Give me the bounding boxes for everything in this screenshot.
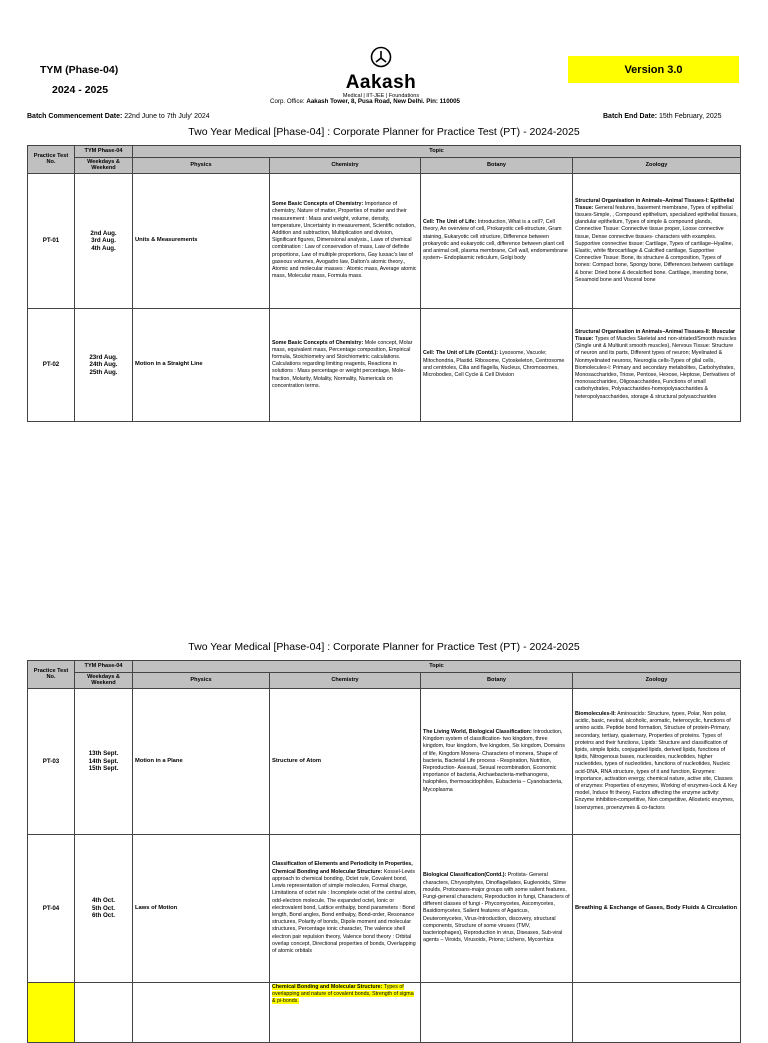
header-zoology: Zoology (573, 158, 741, 174)
pt-number: PT-04 (28, 834, 75, 982)
pt-number (28, 982, 75, 1042)
chemistry-topic: Structure of Atom (270, 688, 421, 834)
header-chemistry: Chemistry (270, 673, 421, 689)
header-pt-no: Practice Test No. (28, 146, 75, 174)
planner-table-1 (27, 145, 741, 422)
zoology-topic: Structural Organisation in Animals–Animal Tissues-I: Epithelial Tissue: General features, basement membrane, Types of epithelial tissues-Simple, , Compound epithelium, specialized epithelial tissues, glandular epithelium, Types of simple & compound glands, Connective Tissue: Connective tissue proper, Loose connective tissue, Dense connective tissues- characters with examples. Supportive connective tissue: Cartilage, Types of cartilage–Hyaline, Elastic, white fibrocartilage & Calcified cartilage, Supportive Connective Tissue: Bone, its structure & composition, Types of bones: Compact bone, Spongy bone, Differences between cartilage & bone: Dried bone & decalcified bone. Cartilage, investing bone, Sesamoid bone and Visceral bone (573, 173, 741, 308)
table-row (28, 308, 741, 421)
chemistry-topic: Some Basic Concepts of Chemistry: Importance of chemistry, Nature of matter, Properties of matter and their measurement : Mass and weight, volume, density, temperature, Uncertainty in measurement, Scientific notation, Addition and subtraction, Multiplication and division, Significant figures, Dimensional analysis., Laws of chemical combination : Law of conservation of mass, Law of definite proportions, Law of multiple proportions, Gay lussac's law of gaseous volumes, Avogadro law, Dalton's atomic theory., Atomic and molecular masses : Atomic mass, Average atomic mass, Molecular mass, Formula mass. (270, 173, 421, 308)
botany-topic: Cell: The Unit of Life (Contd.): Lysosome, Vacuole; Mitochondria, Plastid. Ribosome, Cytoskeleton, Centrosome and centrioles, Cilia and flagella, Nucleus, Chromosomes, Microbodies, Cell Cycle & Cell Division (421, 308, 573, 421)
test-dates: 2nd Aug. 3rd Aug. 4th Aug. (75, 173, 133, 308)
session-year: 2024 - 2025 (52, 84, 109, 96)
planner-title-2: Two Year Medical [Phase-04] : Corporate Planner for Practice Test (PT) - 2024-2025 (188, 641, 580, 653)
program-name: TYM (Phase-04) (40, 64, 119, 76)
batch-end (603, 113, 722, 120)
header-tym: TYM Phase-04 (75, 146, 133, 158)
table-row (28, 688, 741, 834)
version-badge: Version 3.0 (568, 56, 739, 83)
botany-topic: The Living World, Biological Classification: Introduction, Kingdom system of classification- two kingdom, three kingdom, four kingdom, five kingdom, Six kingdom, Domains of life, Kingdom Monera- Characters of monera, Shape of bacteria, Bacterial Life process - Respiration, Nutrition, Reproduction- Asexual, Sexual recombination, Economic importance of bacteria, Archaebacteria-methanogens, halophiles, thermoacidophiles, Eubacteria – Cyanobacteria, Mycoplasma (421, 688, 573, 834)
chemistry-topic: Chemical Bonding and Molecular Structure: Types of overlapping and nature of covalent bonds, Strength of sigma & pi-bonds. (270, 982, 421, 1042)
table-row (28, 982, 741, 1042)
header-days: Weekdays & Weekend (75, 158, 133, 174)
physics-topic: Laws of Motion (133, 834, 270, 982)
pt-number: PT-03 (28, 688, 75, 834)
header-botany: Botany (421, 158, 573, 174)
header-physics: Physics (133, 158, 270, 174)
physics-topic (133, 982, 270, 1042)
physics-topic: Units & Measurements (133, 173, 270, 308)
test-dates: 4th Oct. 5th Oct. 6th Oct. (75, 834, 133, 982)
header-physics: Physics (133, 673, 270, 689)
header-days: Weekdays & Weekend (75, 673, 133, 689)
zoology-topic: Biomolecules-II: Aminoacids: Structure, types, Polar, Non polar, acidic, basic, neutral, alcoholic, aromatic, heterocyclic, functions of amino acids. Peptide bond formation, Structure of protein-Primary, secondary, tertiary, quaternary, Properties of proteins. Types of proteins and their functions, Lipids: Structure and classification of lipids, simple lipids, conjugated lipids, derived lipids, functions of lipids, Nitrogenous bases, nucleosides, nucleotides, higher nucleotides, types of nucleotides, functions of nucleotides, Nucleic acid-DNA, RNA structure, types of it and function, Enzymes: Importance, activation energy, chemical nature, active site, Classes of enzymes: Properties of enzymes, Working of enzymes-Lock & Key model, Induce fit theory, Factors affecting the enzyme activity: Enzyme inhibition-competitive, Non competitive, Allosteric enzymes, Isoenzymes, proenzymes & co-factors (573, 688, 741, 834)
batch-end-label: Batch End Date: (603, 113, 658, 120)
planner-table-2 (27, 660, 741, 1043)
zoology-topic: Breathing & Exchange of Gases, Body Fluids & Circulation (573, 834, 741, 982)
test-dates (75, 982, 133, 1042)
botany-topic: Cell: The Unit of Life: Introduction, What is a cell?, Cell theory, An overview of cell, Prokaryotic cell-structure, Gram staining, Eukaryotic cell structure, Difference between prokaryotic and eukaryotic cell, difference between plant cell and animal cell, plasma membrane, Cell wall, endomembrane system– Endoplasmic reticulum, Golgi body (421, 173, 573, 308)
header-topic: Topic (133, 146, 741, 158)
logo-tagline: Medical | IIT-JEE | Foundations (342, 93, 420, 99)
aakash-logo (326, 46, 436, 99)
zoology-topic: Structural Organisation in Animals–Animal Tissues-II: Muscular Tissue: Types of Muscles Skeletal and non-striated/Smooth muscles (Single unit & Multiunit smooth muscles), Nervous Tissue: Structure of neuron and its parts, Different types of neuron; Myelinated & Nonmyelinated neurons, Neuroglia cells-Types of glial cells, Biomolecules-I: Primary and secondary metabolites, Carbohydrates, Monosaccharides, Triose, Pentose, Hexose, Heptose, Derivatives of monosaccharides, Oligosaccharides, Functions of small carbohydrates, Polysaccharides-homopolysaccharides & heteropolysaccharides, storage & structural polysaccharides (573, 308, 741, 421)
physics-topic: Motion in a Plane (133, 688, 270, 834)
zoology-topic (573, 982, 741, 1042)
header-zoology: Zoology (573, 673, 741, 689)
botany-topic (421, 982, 573, 1042)
batch-end-date: 15th February, 2025 (659, 113, 722, 120)
corp-office (270, 98, 460, 105)
botany-topic: Biological Classification(Contd.): Protista- General characters, Chrysophytes, Dinoflagellates, Euglenoids, Slime moulds, Protozoans-major groups with some salient features, Fungi-general characters, Reproduction in fungi, Characters of different classes of fungi - Phycomycetes, Ascomycetes, Basidiomycetes, Salient features of Agaricus, Deuteromycetes, Virus-Introduction, discovery, structural components, Structure of some viruses (TMV, bacteriophages), Reproduction in virus, Diseases, Sub-viral agents – Viroids, Virusoids, Prions; Lichens, Mycorrhiza (421, 834, 573, 982)
header-pt-no: Practice Test No. (28, 661, 75, 689)
pt-number: PT-01 (28, 173, 75, 308)
corp-office-label: Corp. Office: (270, 98, 305, 105)
batch-start-date: 22nd June to 7th July' 2024 (124, 113, 210, 120)
chemistry-topic: Some Basic Concepts of Chemistry: Mole concept, Molar mass, equivalent mass, Percentage composition, Empirical formula, Stoichiometry and Stoichiometric calculations. Calculations regarding limiting reagents, Reactions in solutions : Mass percentage or weight percentage, Mole-fraction, Molarity, Molality, Normality, Numericals on concentration terms. (270, 308, 421, 421)
header-topic: Topic (133, 661, 741, 673)
planner-title: Two Year Medical [Phase-04] : Corporate Planner for Practice Test (PT) - 2024-2025 (188, 126, 580, 138)
physics-topic: Motion in a Straight Line (133, 308, 270, 421)
chemistry-topic: Classification of Elements and Periodicity in Properties, Chemical Bonding and Molecular Structure: Kossel-Lewis approach to chemical bonding, Octet rule, Covalent bond, Lewis representation of simple molecules, Formal charge, Limitations of octet rule : Incomplete octet of the central atom, odd-electron molecule, The expanded octet, Ionic or electrovalent bond, Lattice enthalpy, bond parameters : Bond length, Bond angles, Bond enthalpy, Bond-order, Resonance structures, Polarity of bonds, Dipole moment and molecular structures, Percentage ionic character, The valence shell electron pair repulsion theory, Valence bond theory : Orbital overlap concept, Directional properties of bonds, Overlapping of atomic orbitals (270, 834, 421, 982)
header-botany: Botany (421, 673, 573, 689)
test-dates: 23rd Aug. 24th Aug. 25th Aug. (75, 308, 133, 421)
table-row (28, 173, 741, 308)
header-chemistry: Chemistry (270, 158, 421, 174)
logo-wordmark: Aakash (345, 72, 417, 93)
batch-commencement (27, 113, 210, 120)
logo-emblem-icon (370, 46, 392, 68)
header-tym: TYM Phase-04 (75, 661, 133, 673)
table-row (28, 834, 741, 982)
corp-office-address: Aakash Tower, 8, Pusa Road, New Delhi. Pin: 110005 (306, 98, 460, 105)
pt-number: PT-02 (28, 308, 75, 421)
test-dates: 13th Sept. 14th Sept. 15th Sept. (75, 688, 133, 834)
batch-start-label: Batch Commencement Date: (27, 113, 123, 120)
